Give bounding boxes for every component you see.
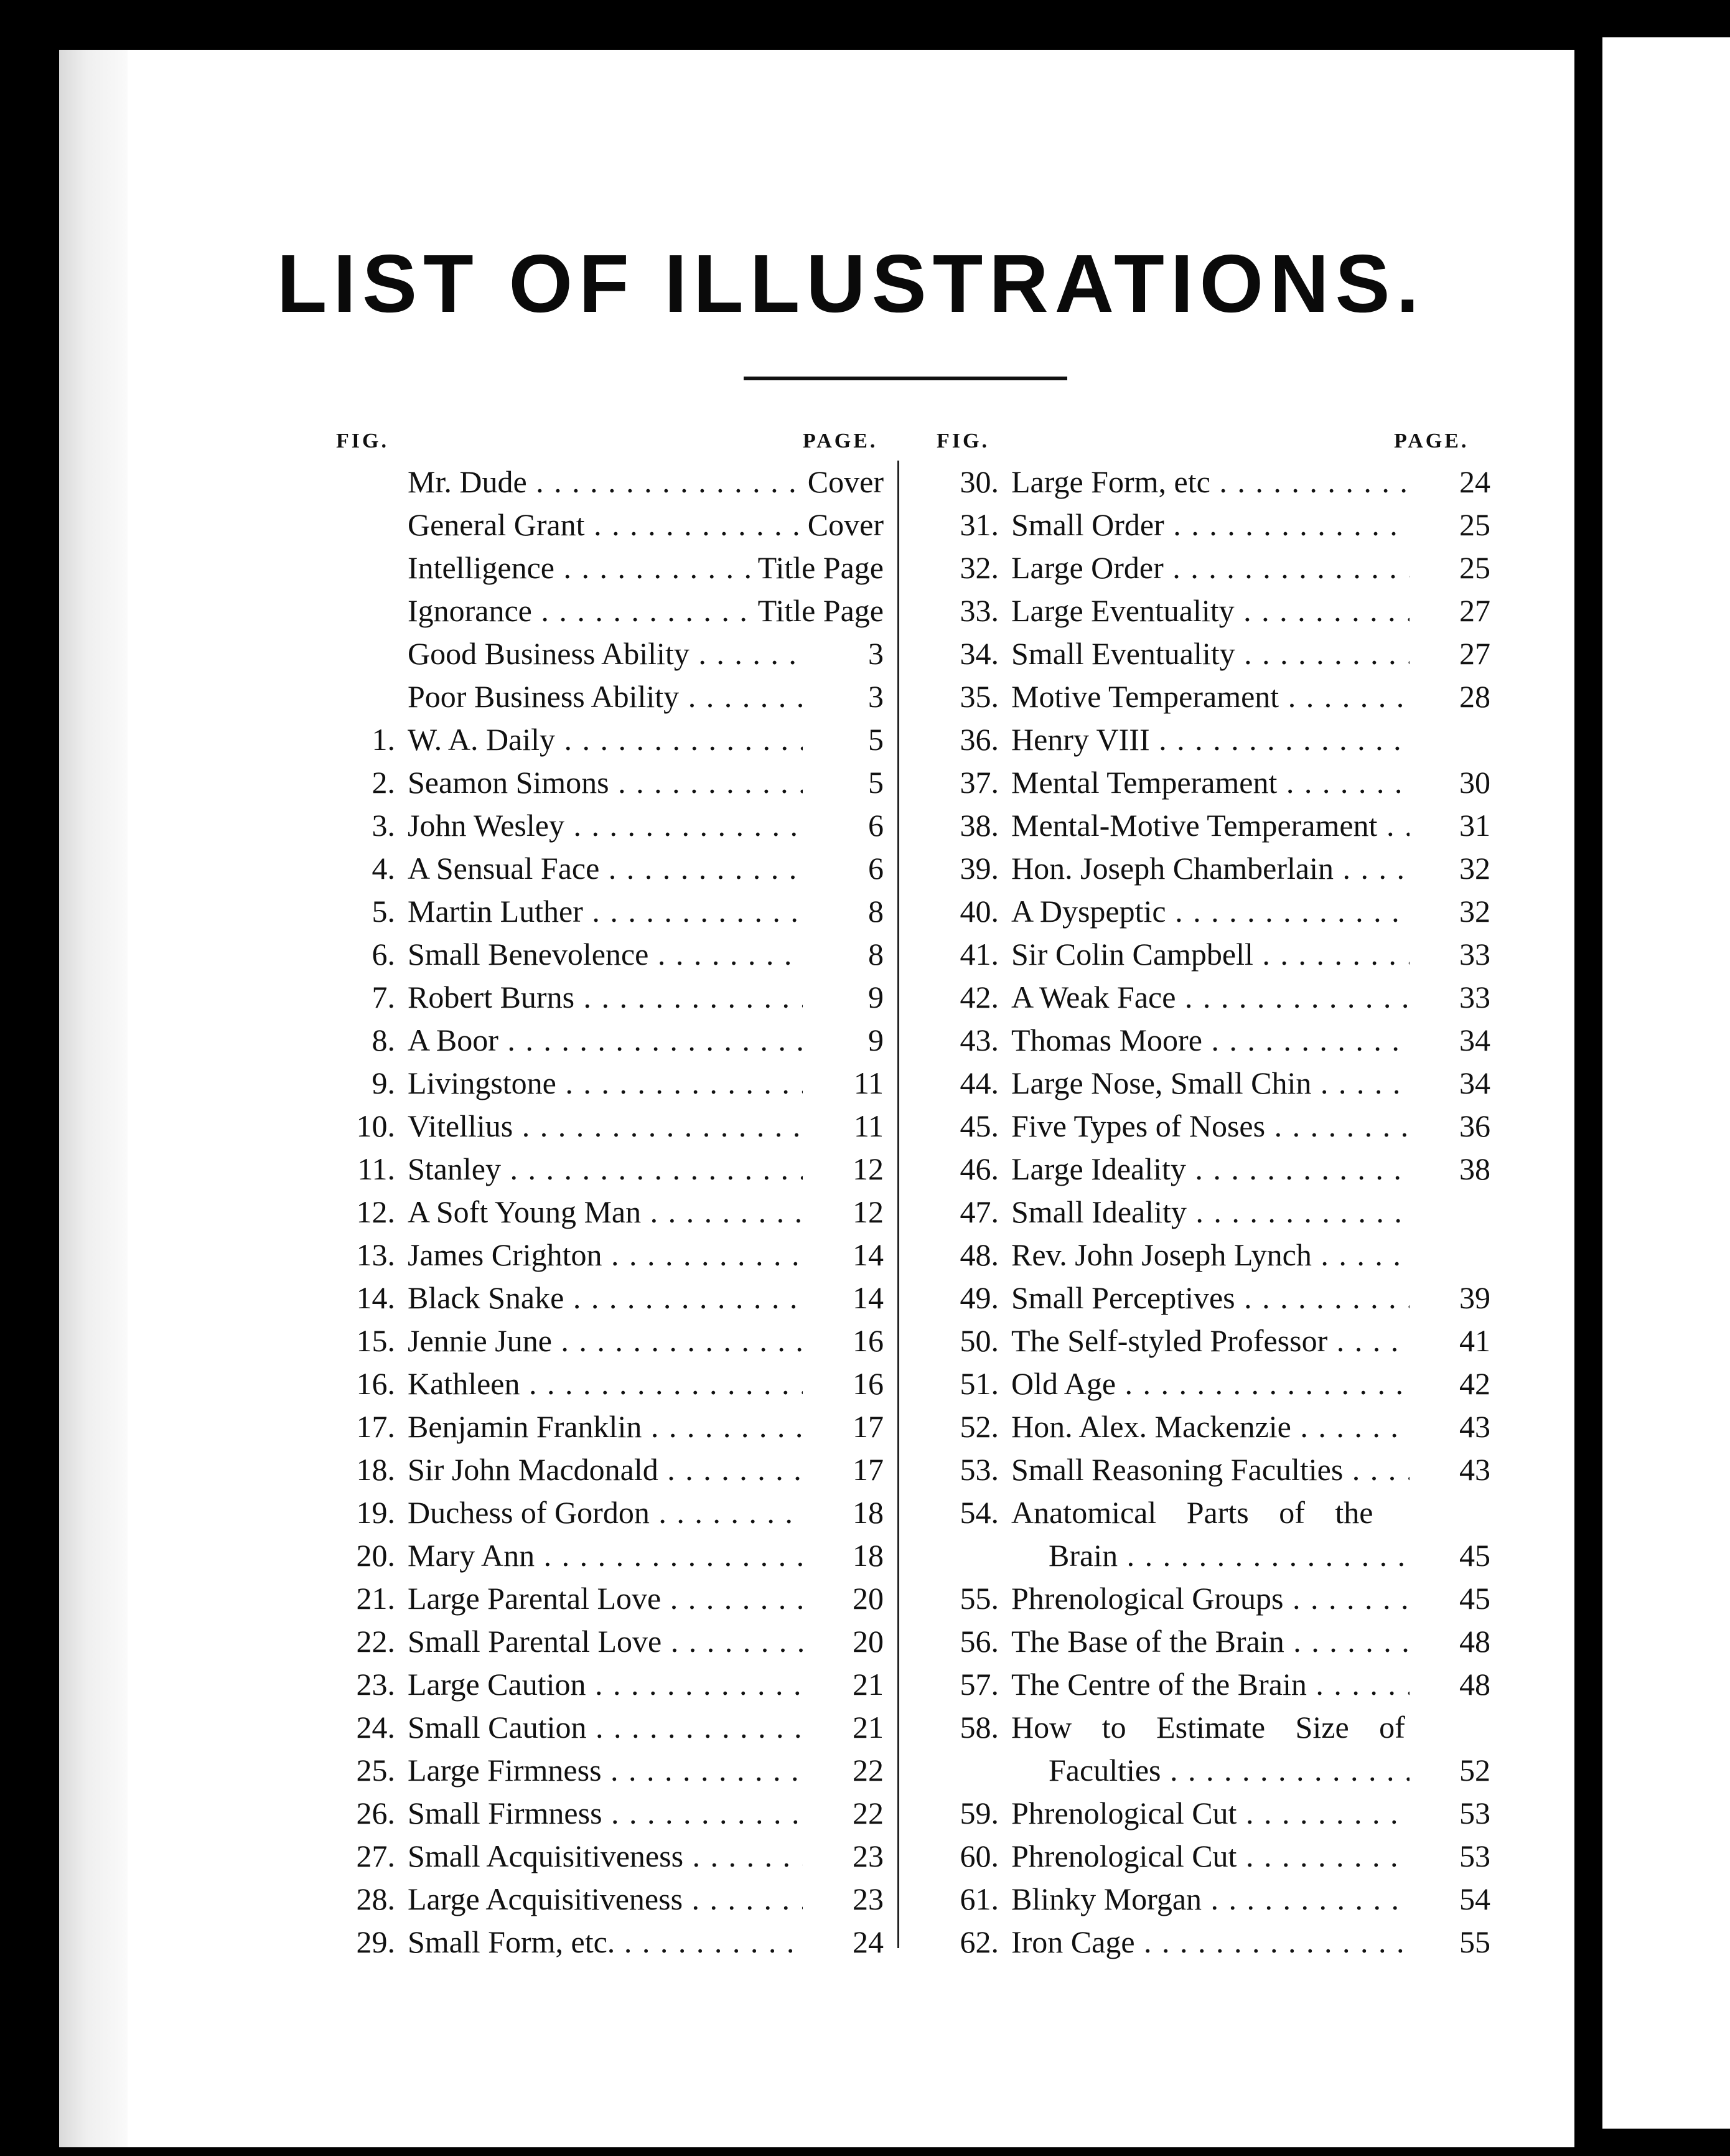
illustration-title: Small Firmness . . . xyxy=(408,1792,803,1835)
illustration-entry xyxy=(333,1019,884,1062)
page-number: 43 xyxy=(1453,1405,1490,1448)
fig-number: 59. xyxy=(960,1796,999,1830)
illustration-title: Rev. John Joseph Lynch . . . xyxy=(1011,1234,1410,1277)
illustration-title: Iron Cage . . . xyxy=(1011,1921,1410,1964)
page-number: 32 xyxy=(1453,847,1490,890)
page-number: 53 xyxy=(1453,1792,1490,1835)
fig-number: 10. xyxy=(356,1108,395,1143)
illustration-title: Phrenological Cut . . . xyxy=(1011,1835,1410,1878)
illustration-entry xyxy=(937,718,1490,761)
page-number: 20 xyxy=(846,1620,884,1663)
fig-number: 56. xyxy=(960,1624,999,1659)
fig-number: 21. xyxy=(356,1581,395,1616)
fig-number: 50. xyxy=(960,1323,999,1358)
illustration-entry xyxy=(937,632,1490,675)
fig-number: 13. xyxy=(356,1237,395,1272)
illustration-title: Hon. Alex. Mackenzie . . . xyxy=(1011,1405,1410,1448)
illustration-title: Small Perceptives . . . xyxy=(1011,1277,1410,1319)
fig-number: 51. xyxy=(960,1366,999,1401)
page-number: 8 xyxy=(862,890,884,933)
page-number: 24 xyxy=(846,1921,884,1964)
page-number: 17 xyxy=(846,1448,884,1491)
illustration-entry xyxy=(333,804,884,847)
fig-number: 55. xyxy=(960,1581,999,1616)
page-number: 8 xyxy=(862,933,884,976)
fig-number: 8. xyxy=(372,1023,395,1057)
illustration-title: Black Snake . . . xyxy=(408,1277,803,1319)
illustration-title: Large Caution . . . xyxy=(408,1663,803,1706)
page-number: 48 xyxy=(1453,1620,1490,1663)
illustration-entry xyxy=(937,1191,1490,1234)
illustration-entry xyxy=(333,890,884,933)
illustration-entry xyxy=(937,1062,1490,1105)
fig-number: 54. xyxy=(960,1495,999,1530)
illustration-title: Livingstone . . . xyxy=(408,1062,803,1105)
fig-number: 49. xyxy=(960,1280,999,1315)
page-number: 27 xyxy=(1453,589,1490,632)
illustration-entry xyxy=(937,1921,1490,1964)
illustration-title: Phrenological Groups . . . xyxy=(1011,1577,1410,1620)
illustration-title: Mr. Dude . . . xyxy=(408,461,803,504)
page-number: 23 xyxy=(846,1878,884,1921)
illustration-title: Small Parental Love . . . xyxy=(408,1620,803,1663)
fig-number: 45. xyxy=(960,1108,999,1143)
fig-number: 16. xyxy=(356,1366,395,1401)
fig-number: 17. xyxy=(356,1409,395,1444)
illustration-entry xyxy=(937,546,1490,589)
illustration-title: Duchess of Gordon . . . xyxy=(408,1491,803,1534)
page-number: 31 xyxy=(1453,804,1490,847)
fig-number: 38. xyxy=(960,808,999,843)
page-number: 12 xyxy=(846,1148,884,1191)
illustration-title: Blinky Morgan . . . xyxy=(1011,1878,1410,1921)
illustration-title: Large Firmness . . . xyxy=(408,1749,803,1792)
illustration-entry xyxy=(333,761,884,804)
page-number: 22 xyxy=(846,1792,884,1835)
fig-number: 26. xyxy=(356,1796,395,1830)
page-number: 3 xyxy=(862,675,884,718)
illustration-entry xyxy=(333,1835,884,1878)
page-number: 12 xyxy=(846,1191,884,1234)
illustration-title: Martin Luther . . . xyxy=(408,890,803,933)
page-number: 28 xyxy=(1453,675,1490,718)
illustration-entry xyxy=(333,1148,884,1191)
illustration-title: Motive Temperament . . . xyxy=(1011,675,1410,718)
page-number: 23 xyxy=(846,1835,884,1878)
illustration-title: Large Eventuality . . . xyxy=(1011,589,1410,632)
illustration-title: Seamon Simons . . . xyxy=(408,761,803,804)
page-number: 34 xyxy=(1453,1062,1490,1105)
illustration-title: Large Ideality . . . xyxy=(1011,1148,1410,1191)
fig-number: 24. xyxy=(356,1710,395,1745)
illustration-entry xyxy=(333,1620,884,1663)
page-number: 24 xyxy=(1453,461,1490,504)
adjacent-page-edge xyxy=(1602,37,1730,2129)
illustration-title: A Boor . . . xyxy=(408,1019,803,1062)
page-number: 9 xyxy=(862,1019,884,1062)
illustration-entry xyxy=(937,933,1490,976)
illustration-entry xyxy=(937,1277,1490,1319)
illustration-entry xyxy=(333,589,884,632)
illustration-entry xyxy=(333,1921,884,1964)
page-number: 16 xyxy=(846,1362,884,1405)
illustration-title: Henry VIII . . . xyxy=(1011,718,1410,761)
illustration-title: A Dyspeptic . . . xyxy=(1011,890,1410,933)
page-number: 34 xyxy=(1453,1019,1490,1062)
illustration-title: A Sensual Face . . . xyxy=(408,847,803,890)
page-number: 17 xyxy=(846,1405,884,1448)
fig-number: 44. xyxy=(960,1066,999,1100)
fig-number: 11. xyxy=(357,1151,395,1186)
illustration-entry xyxy=(937,1105,1490,1148)
illustration-entry xyxy=(333,1234,884,1277)
illustration-title: Phrenological Cut . . . xyxy=(1011,1792,1410,1835)
fig-number: 58. xyxy=(960,1710,999,1745)
fig-number: 42. xyxy=(960,980,999,1015)
illustration-title: Sir John Macdonald . . . xyxy=(408,1448,803,1491)
illustration-title: Large Nose, Small Chin . . . xyxy=(1011,1062,1410,1105)
page-number: 55 xyxy=(1453,1921,1490,1964)
fig-number: 33. xyxy=(960,593,999,628)
page-number: 3 xyxy=(862,632,884,675)
fig-number: 36. xyxy=(960,722,999,757)
fig-number: 6. xyxy=(372,937,395,972)
page-number: 9 xyxy=(862,976,884,1019)
fig-number: 39. xyxy=(960,851,999,886)
illustration-entry xyxy=(937,1405,1490,1448)
illustration-title: Poor Business Ability . . . xyxy=(408,675,803,718)
page-number: 48 xyxy=(1453,1663,1490,1706)
illustration-entry xyxy=(937,1148,1490,1191)
illustration-title: The Centre of the Brain . . . xyxy=(1011,1663,1410,1706)
fig-number: 43. xyxy=(960,1023,999,1057)
left-column-list xyxy=(333,461,884,1964)
illustration-entry-continuation xyxy=(937,1749,1490,1792)
fig-number: 1. xyxy=(372,722,395,757)
page-number: 21 xyxy=(846,1663,884,1706)
page-title: LIST OF ILLUSTRATIONS. xyxy=(276,238,1426,329)
illustration-title-continuation: Brain . . . xyxy=(1049,1534,1410,1577)
fig-number: 15. xyxy=(356,1323,395,1358)
illustration-title: Anatomical Parts of the xyxy=(1011,1495,1373,1530)
illustration-entry xyxy=(333,1577,884,1620)
illustration-title-continuation: Faculties . . . xyxy=(1049,1749,1410,1792)
page-number: 54 xyxy=(1453,1878,1490,1921)
page-number: 5 xyxy=(862,761,884,804)
illustration-title: Small Form, etc. . . . xyxy=(408,1921,803,1964)
illustration-entry xyxy=(333,1749,884,1792)
illustration-entry xyxy=(333,718,884,761)
illustration-entry xyxy=(937,761,1490,804)
page-number: 11 xyxy=(848,1105,884,1148)
illustration-title: Old Age . . . xyxy=(1011,1362,1410,1405)
page-number: 45 xyxy=(1453,1577,1490,1620)
illustration-entry xyxy=(333,1491,884,1534)
illustration-title: Vitellius . . . xyxy=(408,1105,803,1148)
illustration-entry xyxy=(937,804,1490,847)
fig-number: 9. xyxy=(372,1066,395,1100)
illustration-title: W. A. Daily . . . xyxy=(408,718,803,761)
fig-number: 37. xyxy=(960,765,999,800)
book-spine-edge xyxy=(59,50,129,2147)
illustration-entry xyxy=(333,1706,884,1749)
illustration-title: Large Parental Love . . . xyxy=(408,1577,803,1620)
page-number: 6 xyxy=(862,804,884,847)
illustration-title: Sir Colin Campbell . . . xyxy=(1011,933,1410,976)
fig-number: 62. xyxy=(960,1924,999,1959)
illustration-entry xyxy=(937,675,1490,718)
illustration-title: Small Reasoning Faculties . . . xyxy=(1011,1448,1410,1491)
illustration-entry xyxy=(333,1663,884,1706)
illustration-title: Large Order . . . xyxy=(1011,546,1410,589)
illustration-entry xyxy=(333,1792,884,1835)
illustration-title: Robert Burns . . . xyxy=(408,976,803,1019)
page-number: 30 xyxy=(1453,761,1490,804)
page-number: 21 xyxy=(846,1706,884,1749)
illustration-entry xyxy=(333,1405,884,1448)
page-number: 5 xyxy=(862,718,884,761)
fig-number: 34. xyxy=(960,636,999,671)
illustration-entry xyxy=(937,976,1490,1019)
page-number: 27 xyxy=(1453,632,1490,675)
illustration-title: Small Order . . . xyxy=(1011,504,1410,546)
fig-number: 2. xyxy=(372,765,395,800)
illustration-title: Small Ideality . . . xyxy=(1011,1191,1410,1234)
illustration-entry xyxy=(333,1105,884,1148)
illustration-title: Large Acquisitiveness . . . xyxy=(408,1878,803,1921)
right-column-list xyxy=(937,461,1490,1964)
fig-number: 46. xyxy=(960,1151,999,1186)
illustration-entry xyxy=(937,1491,1490,1534)
fig-number: 41. xyxy=(960,937,999,972)
fig-number: 47. xyxy=(960,1194,999,1229)
illustration-title: Large Form, etc . . . xyxy=(1011,461,1410,504)
fig-number: 19. xyxy=(356,1495,395,1530)
illustration-title: Intelligence . . . xyxy=(408,546,803,589)
illustration-entry xyxy=(333,933,884,976)
fig-number: 14. xyxy=(356,1280,395,1315)
page-number: 45 xyxy=(1453,1534,1490,1577)
illustration-entry xyxy=(937,1234,1490,1277)
page-number: 25 xyxy=(1453,546,1490,589)
illustration-entry xyxy=(937,890,1490,933)
illustration-title: Mental Temperament . . . xyxy=(1011,761,1410,804)
illustration-entry xyxy=(937,504,1490,546)
page-number: 42 xyxy=(1453,1362,1490,1405)
column-divider xyxy=(897,461,899,1948)
illustration-entry xyxy=(333,504,884,546)
illustration-entry xyxy=(937,589,1490,632)
illustration-title: Small Caution . . . xyxy=(408,1706,803,1749)
illustration-title: Good Business Ability . . . xyxy=(408,632,803,675)
fig-number: 18. xyxy=(356,1452,395,1487)
illustration-entry xyxy=(333,976,884,1019)
fig-number: 57. xyxy=(960,1667,999,1702)
fig-number: 53. xyxy=(960,1452,999,1487)
page-number: 6 xyxy=(862,847,884,890)
illustration-title: Small Benevolence . . . xyxy=(408,933,803,976)
fig-number: 60. xyxy=(960,1839,999,1873)
page-number: 43 xyxy=(1453,1448,1490,1491)
illustration-entry-continuation xyxy=(937,1534,1490,1577)
page-number: Cover xyxy=(802,504,884,546)
illustration-entry xyxy=(937,1878,1490,1921)
illustration-entry xyxy=(937,1792,1490,1835)
right-fig-header: FIG. xyxy=(937,429,989,452)
page-number: 33 xyxy=(1453,976,1490,1019)
page-number: Cover xyxy=(802,461,884,504)
page-number: 25 xyxy=(1453,504,1490,546)
book-page xyxy=(128,50,1574,2147)
illustration-title: General Grant . . . xyxy=(408,504,803,546)
page-number: 22 xyxy=(846,1749,884,1792)
fig-number: 52. xyxy=(960,1409,999,1444)
page-number: Title Page xyxy=(752,589,884,632)
illustration-title: Jennie June . . . xyxy=(408,1319,803,1362)
page-number: 33 xyxy=(1453,933,1490,976)
fig-number: 40. xyxy=(960,894,999,929)
illustration-entry xyxy=(937,847,1490,890)
illustration-entry xyxy=(937,1706,1490,1749)
illustration-title: How to Estimate Size of xyxy=(1011,1710,1405,1745)
illustration-title: John Wesley . . . xyxy=(408,804,803,847)
left-fig-header: FIG. xyxy=(336,429,389,452)
illustration-entry xyxy=(333,632,884,675)
illustration-title: Thomas Moore . . . xyxy=(1011,1019,1410,1062)
illustration-entry xyxy=(333,1878,884,1921)
illustration-title: James Crighton . . . xyxy=(408,1234,803,1277)
illustration-entry xyxy=(333,675,884,718)
page-number: 14 xyxy=(846,1277,884,1319)
illustration-entry xyxy=(937,1663,1490,1706)
fig-number: 25. xyxy=(356,1753,395,1788)
illustration-entry xyxy=(333,1534,884,1577)
illustration-title: Hon. Joseph Chamberlain . . . xyxy=(1011,847,1410,890)
illustration-entry xyxy=(333,1277,884,1319)
illustration-entry xyxy=(333,1362,884,1405)
fig-number: 22. xyxy=(356,1624,395,1659)
page-number: Title Page xyxy=(752,546,884,589)
illustration-entry xyxy=(333,1448,884,1491)
illustration-entry xyxy=(937,1835,1490,1878)
page-number: 38 xyxy=(1453,1148,1490,1191)
illustration-entry xyxy=(333,546,884,589)
illustration-title: Mary Ann . . . xyxy=(408,1534,803,1577)
illustration-entry xyxy=(937,1362,1490,1405)
illustration-entry xyxy=(333,1062,884,1105)
illustration-entry xyxy=(333,847,884,890)
page-number: 32 xyxy=(1453,890,1490,933)
fig-number: 28. xyxy=(356,1882,395,1916)
fig-number: 23. xyxy=(356,1667,395,1702)
illustration-title: A Soft Young Man . . . xyxy=(408,1191,803,1234)
page-number: 18 xyxy=(846,1534,884,1577)
fig-number: 31. xyxy=(960,507,999,542)
illustration-entry xyxy=(333,1319,884,1362)
illustration-entry xyxy=(937,1577,1490,1620)
fig-number: 30. xyxy=(960,464,999,499)
fig-number: 32. xyxy=(960,550,999,585)
illustration-title: Kathleen . . . xyxy=(408,1362,803,1405)
page-number: 36 xyxy=(1453,1105,1490,1148)
fig-number: 27. xyxy=(356,1839,395,1873)
illustration-title: The Base of the Brain . . . xyxy=(1011,1620,1410,1663)
page-number: 11 xyxy=(848,1062,884,1105)
illustration-title: Ignorance . . . xyxy=(408,589,803,632)
fig-number: 20. xyxy=(356,1538,395,1573)
page-number: 16 xyxy=(846,1319,884,1362)
illustration-title: Stanley . . . xyxy=(408,1148,803,1191)
title-rule xyxy=(744,377,1067,380)
page-number: 39 xyxy=(1453,1277,1490,1319)
page-number: 41 xyxy=(1453,1319,1490,1362)
illustration-entry xyxy=(937,1620,1490,1663)
fig-number: 35. xyxy=(960,679,999,714)
illustration-entry xyxy=(937,1019,1490,1062)
illustration-title: A Weak Face . . . xyxy=(1011,976,1410,1019)
page-number: 52 xyxy=(1453,1749,1490,1792)
illustration-title: Five Types of Noses . . . xyxy=(1011,1105,1410,1148)
illustration-title: Small Eventuality . . . xyxy=(1011,632,1410,675)
fig-number: 5. xyxy=(372,894,395,929)
fig-number: 29. xyxy=(356,1924,395,1959)
fig-number: 3. xyxy=(372,808,395,843)
illustration-entry xyxy=(937,461,1490,504)
fig-number: 4. xyxy=(372,851,395,886)
illustration-title: The Self-styled Professor . . . xyxy=(1011,1319,1410,1362)
fig-number: 12. xyxy=(356,1194,395,1229)
illustration-entry xyxy=(333,1191,884,1234)
illustration-entry xyxy=(333,461,884,504)
illustration-entry xyxy=(937,1448,1490,1491)
fig-number: 61. xyxy=(960,1882,999,1916)
page-number: 14 xyxy=(846,1234,884,1277)
fig-number: 48. xyxy=(960,1237,999,1272)
illustration-title: Benjamin Franklin . . . xyxy=(408,1405,803,1448)
page-number: 18 xyxy=(846,1491,884,1534)
illustration-title: Mental-Motive Temperament . . . xyxy=(1011,804,1410,847)
right-page-header: PAGE. xyxy=(1394,429,1469,452)
left-page-header: PAGE. xyxy=(803,429,878,452)
page-number: 53 xyxy=(1453,1835,1490,1878)
fig-number: 7. xyxy=(372,980,395,1015)
page-number: 20 xyxy=(846,1577,884,1620)
illustration-entry xyxy=(937,1319,1490,1362)
illustration-title: Small Acquisitiveness . . . xyxy=(408,1835,803,1878)
